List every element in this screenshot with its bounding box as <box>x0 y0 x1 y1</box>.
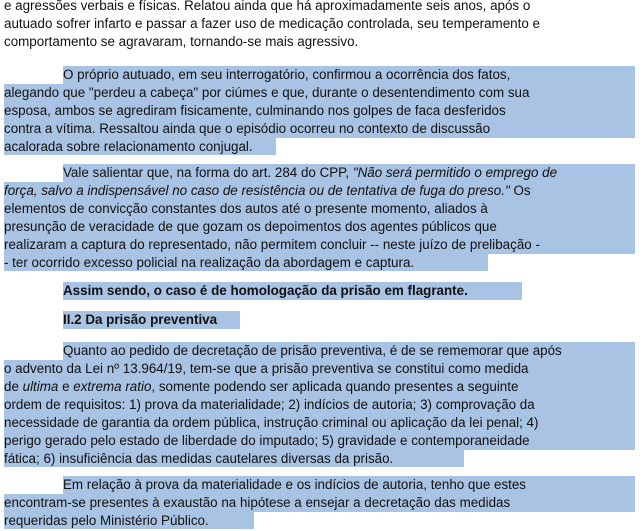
paragraph-1-line-3: comportamento se agravaram, tornando-se mais agressivo. <box>4 34 359 49</box>
cpp-quote-part-1: "Não será permitido o emprego de <box>352 165 558 180</box>
paragraph-5-line-2: encontram-se presentes à exaustão na hipótese a ensejar a decretação das medidas <box>4 495 511 510</box>
paragraph-3-line-2 <box>4 182 531 199</box>
paragraph-2-line-1: O próprio autuado, em seu interrogatório, confirmou a ocorrência dos fatos, <box>63 67 511 82</box>
paragraph-3-line-1 <box>63 164 557 181</box>
paragraph-4-line-5: necessidade de garantia da ordem pública, instrução criminal ou aplicação da lei penal; 4) <box>4 415 539 430</box>
p3-line1-normal: Vale salientar que, na forma do art. 284 do CPP, <box>63 165 353 180</box>
p4-line3-e: , somente podendo ser aplicada quando presentes a seguinte <box>151 379 519 394</box>
p4-line3-c: e <box>58 379 74 394</box>
paragraph-3-line-5: realizaram a captura do representado, não permitem concluir -- neste juízo de prelibação - <box>4 237 540 252</box>
paragraph-2-line-4: contra a vítima. Ressaltou ainda que o episódio ocorreu no contexto de discussão <box>4 121 491 136</box>
paragraph-1-line-1: e agressões verbais e físicas. Relatou ainda que há aproximadamente seis anos, após o <box>4 0 531 13</box>
paragraph-5-line-1: Em relação à prova da materialidade e os indícios de autoria, tenho que estes <box>63 477 527 492</box>
paragraph-2-line-3: esposa, ambos se agrediram fisicamente, culminando nos golpes de faca desferidos <box>4 103 506 118</box>
paragraph-4-line-3 <box>4 378 518 395</box>
paragraph-3-line-4: presunção de veracidade de que gozam os depoimentos dos agentes públicos que <box>4 219 497 234</box>
p3-line2-normal: Os <box>509 183 531 198</box>
paragraph-3-line-6: - ter ocorrido excesso policial na realização da abordagem e captura. <box>4 255 415 270</box>
section-heading: II.2 Da prisão preventiva <box>63 312 218 327</box>
paragraph-2-line-2: alegando que "perdeu a cabeça" por ciúmes e que, durante o desentendimento com sua <box>4 85 530 100</box>
paragraph-4-line-6: perigo gerado pelo estado de liberdade do imputado; 5) gravidade e contemporaneidade <box>4 433 530 448</box>
cpp-quote-part-2: força, salvo a indispensável no caso de resistência ou de tentativa de fuga do preso." <box>4 183 510 198</box>
ultima-term: ultima <box>22 379 59 394</box>
paragraph-1-line-2: autuado sofrer infarto e passar a fazer uso de medicação controlada, seu temperamento e <box>4 16 540 31</box>
paragraph-4-line-1: Quanto ao pedido de decretação de prisão preventiva, é de se rememorar que após <box>63 343 562 358</box>
paragraph-4-line-4: ordem de requisitos: 1) prova da materialidade; 2) indícios de autoria; 3) comprovação da <box>4 397 535 412</box>
paragraph-5-line-3: requeridas pelo Ministério Público. <box>4 513 209 528</box>
conclusion-text: Assim sendo, o caso é de homologação da prisão em flagrante. <box>63 283 468 298</box>
paragraph-4-line-2: o advento da Lei nº 13.964/19, tem-se que a prisão preventiva se constitui como medida <box>4 361 529 376</box>
paragraph-3-line-3: elementos de convicção constantes dos autos até o presente momento, aliados à <box>4 201 488 216</box>
paragraph-4-line-7: fática; 6) insuficiência das medidas cautelares diversas da prisão. <box>4 451 394 466</box>
p4-line3-a: de <box>4 379 23 394</box>
paragraph-2-line-5: acalorada sobre relacionamento conjugal. <box>4 139 253 154</box>
extrema-ratio-term: extrema ratio <box>73 379 152 394</box>
